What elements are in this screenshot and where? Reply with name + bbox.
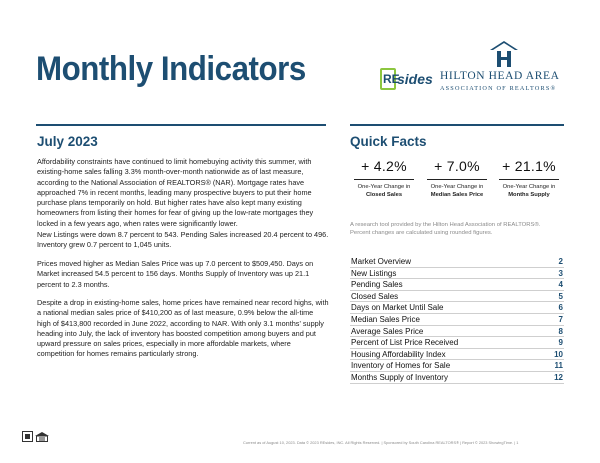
table-of-contents [350,256,564,384]
toc-item-page[interactable]: 6 [558,303,563,313]
toc-item-label[interactable]: Inventory of Homes for Sale [351,361,451,371]
toc-item-page[interactable]: 2 [558,257,563,266]
summary-paragraph: New Listings were down 8.7 percent to 543. Pending Sales increased 20.4 percent to 496. Inventory grew 0.7 percent to 1,045 units. [37,230,329,250]
toc-item-market-overview[interactable] [350,256,564,268]
quick-fact-metric: Closed Sales [365,192,403,198]
toc-item-label[interactable]: Closed Sales [351,291,399,301]
left-divider [36,124,326,126]
toc-item-label[interactable]: Median Sales Price [351,314,420,324]
quick-facts-note [350,222,564,237]
summary-paragraph: Despite a drop in existing-home sales, home prices have remained near record highs, with a national median sales price of $410,200 as of last measure, 0.9% below the all-time high of $413,800 recorded in June 2022, according to NAR. With only 3.1 months' supply heading into July, the lack of inventory has boosted competition among buyers and put upward pressure on sales prices, especially in more affordable markets, where competition for homes remains particularly strong. [37,298,329,359]
resides-logo-re: RE [383,72,400,86]
toc-item-label[interactable]: Average Sales Price [351,326,424,336]
quick-fact-value: + 21.1% [502,158,556,174]
summary-paragraph: Affordability constraints have continued to limit homebuying activity this summer, with existing-home sales falling 3.3% month-over-month nationwide as of last measure, according to the National Association of REALTORS® (NAR). Mortgage rates have approached 7% in recent months, leading many prospective buyers to put their home purchase plans temporarily on hold. But higher rates have also kept many existing homeowners from listing their homes for fear of giving up the low-rate mortgages they locked in a few years ago, when rates were significantly lower. [37,157,314,228]
toc-item-label[interactable]: Percent of List Price Received [351,338,459,348]
toc-item-page[interactable]: 3 [558,268,563,278]
quick-fact-metric: Median Sales Price [430,192,484,198]
toc-item-label[interactable]: New Listings [351,268,397,278]
quick-facts-note-line: A research tool provided by the Hilton Head Association of REALTORS®. [350,222,541,228]
quick-fact-underline [427,179,487,180]
quick-facts-note-line: Percent changes are calculated using rounded figures. [350,229,493,236]
toc-item-percent-of-list-price[interactable] [350,337,564,349]
page-title: Monthly Indicators [36,50,306,88]
quick-fact-underline [499,179,559,180]
hilton-head-logo-association: ASSOCIATION OF REALTORS® [440,85,557,92]
quick-facts-title: Quick Facts [350,134,427,149]
toc-item-pending-sales[interactable] [350,279,564,291]
toc-item-label[interactable]: Market Overview [351,257,412,266]
quick-facts [350,154,564,214]
toc-item-page[interactable]: 11 [554,361,563,371]
toc-item-page[interactable]: 12 [554,372,563,382]
toc-item-label[interactable]: Months Supply of Inventory [351,372,448,382]
hilton-head-logo [440,40,570,100]
quick-fact-value: + 4.2% [361,158,407,174]
toc-item-months-supply[interactable] [350,372,564,384]
footer-text: Current as of August 10, 2023. Data © 2023 REsides, INC. All Rights Reserved. | Sponsored by South Carolina REALTORS® | Report © 2023 ShowingTime. | 1 [243,440,519,445]
quick-fact-underline [354,179,414,180]
toc-item-page[interactable]: 10 [554,349,563,359]
quick-fact-label: One-Year Change in [502,184,556,190]
toc-item-page[interactable]: 8 [558,326,563,336]
summary-paragraph: Prices moved higher as Median Sales Price was up 7.0 percent to $509,450. Days on Market increased 54.5 percent to 156 days. Months Supply of Inventory was up 21.1 percent to 2.3 months. [37,259,314,289]
toc-item-page[interactable]: 9 [558,338,563,348]
report-month-title: July 2023 [37,134,98,149]
right-divider [350,124,564,126]
toc-item-label[interactable]: Days on Market Until Sale [351,303,444,313]
resides-logo-box [380,68,400,90]
resides-logo-text: sides [397,71,433,87]
house-icon [489,40,519,68]
quick-fact-metric: Months Supply [508,192,550,198]
resides-logo [380,66,438,92]
toc-item-label[interactable]: Housing Affordability Index [351,349,446,359]
toc-item-page[interactable]: 5 [558,291,563,301]
realtor-equal-housing-icons [22,431,52,442]
toc-item-average-sales-price[interactable] [350,326,564,338]
toc-item-days-on-market[interactable] [350,302,564,314]
toc-item-median-sales-price[interactable] [350,314,564,326]
quick-fact-label: One-Year Change in [430,184,484,190]
toc-item-inventory[interactable] [350,360,564,372]
hilton-head-logo-name: HILTON HEAD AREA [440,70,560,82]
toc-item-closed-sales[interactable] [350,291,564,303]
quick-fact-label: One-Year Change in [357,184,411,190]
toc-item-label[interactable]: Pending Sales [351,280,403,290]
toc-item-page[interactable]: 7 [558,314,563,324]
toc-item-page[interactable]: 4 [558,280,563,290]
toc-item-new-listings[interactable] [350,268,564,280]
quick-fact-value: + 7.0% [434,158,480,174]
toc-item-housing-affordability[interactable] [350,349,564,361]
